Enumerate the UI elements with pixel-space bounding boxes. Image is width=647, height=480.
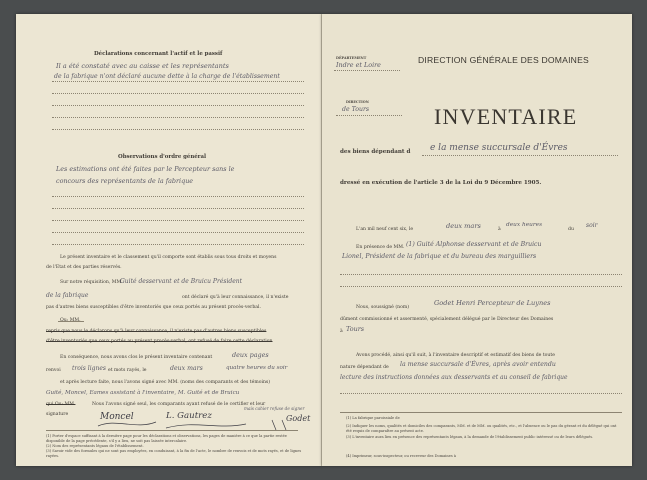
lecture-handwriting: Guité, Moncel, Eames assistant à l'inventaire, M. Guité et de Bruicu xyxy=(46,390,240,396)
biens-handwriting: e la mense succursale d'Évres xyxy=(430,143,568,153)
dotted-line xyxy=(52,232,304,233)
presence-text: En présence de MM. xyxy=(356,245,405,250)
footnote-rule xyxy=(340,412,622,413)
declarations-heading: Déclarations concernant l'actif et le passif xyxy=(94,51,223,57)
presence-handwriting-2: Lionel, Président de la fabrique et du bureau des marguilliers xyxy=(342,253,537,260)
presence-handwriting: (1) Guité Alphonse desservant et de Bruicu xyxy=(406,241,542,248)
nous-handwriting: Godet Henri Percepteur de Luynes xyxy=(434,299,551,307)
footnote-2: (2) Nom des représentants légaux de l'établissement. xyxy=(46,444,144,448)
closing-paragraph: En conséquence, nous avons clos le présent inventaire contenant xyxy=(60,355,213,360)
requisition-handwriting-2: de la fabrique xyxy=(46,292,89,299)
department-handwriting: Indre et Loire xyxy=(336,61,381,69)
observations-heading: Observations d'ordre général xyxy=(118,154,207,160)
reservation-paragraph-2: de l'Etat et des parties réservés. xyxy=(46,265,122,270)
signature-3: Godet xyxy=(286,414,311,423)
nature-handwriting-2: lecture des instructions données aux desservants et au conseil de fabrique xyxy=(340,374,568,381)
biens-label: des biens dépendant d xyxy=(340,149,411,155)
observations-handwriting-2: concours des représentants de la fabrique xyxy=(56,177,194,185)
or-mm-label: Ou: MM. xyxy=(60,318,81,323)
renvoi-handwriting: trois lignes xyxy=(72,365,106,372)
nous-text: Nous, soussigné (nom) xyxy=(356,305,410,310)
nature-handwriting: la mense succursale d'Évres, après avoir entendu xyxy=(400,361,556,368)
dotted-line xyxy=(334,70,400,71)
requisition-text: ont déclaré qu'à leur connaissance, il n'existe xyxy=(182,295,289,300)
right-page xyxy=(322,14,632,466)
footnote-1: (1) Porter d'espace suffisant à la dernière page pour les déclarations et observations, les pages de manière à ce que la partie restée disponible de la page précédente, s'il y a lieu, ne soit pas laissée intercalaire. xyxy=(46,434,287,443)
dument-text: dûment commissionné et assermenté, spécialement délégué par le Directeur des Domaines xyxy=(340,317,554,322)
footnote-rule xyxy=(46,430,298,431)
renvoi-time-handwriting: quatre heures du soir xyxy=(226,365,288,371)
declarations-handwriting-2: de la fabrique n'ont déclaré aucune dette à la charge de l'établissement xyxy=(54,73,280,80)
closing-handwriting: deux pages xyxy=(232,351,269,359)
an-handwriting-2: deux heures xyxy=(506,222,543,228)
footnote-4: (4) Imprimeur, sous-inspecteur, ou receveur des Domaines à xyxy=(346,454,456,458)
an-text: L'an mil neuf cent six, le xyxy=(356,227,414,232)
dotted-line xyxy=(340,274,622,275)
document-title: INVENTAIRE xyxy=(434,104,578,129)
nature-text: nature dépendant de xyxy=(340,365,389,370)
dotted-line xyxy=(52,81,304,82)
lecture-text: et après lecture faite, nous l'avons signé avec MM. (noms des comparants et des témoins) xyxy=(60,380,271,385)
dotted-line xyxy=(52,129,304,130)
renvoi-date-handwriting: deux mars xyxy=(170,365,203,372)
an-text-2: à xyxy=(498,227,501,232)
direction-label: DIRECTION xyxy=(346,100,369,104)
signature-1: Moncel xyxy=(100,412,134,422)
signature-label: signature xyxy=(46,412,69,417)
refus-label: qui Ou: MM. xyxy=(46,402,76,407)
left-page xyxy=(16,14,322,466)
footnote-1: (1) La fabrique paroissiale de xyxy=(346,416,400,420)
dotted-line xyxy=(52,208,304,209)
dotted-line xyxy=(336,115,402,116)
an-handwriting-3: soir xyxy=(586,222,598,229)
reservation-paragraph-1: Le présent inventaire et le classement qu'il comporte sont établis sous tous droits et moyens xyxy=(60,255,277,260)
observations-handwriting-1: Les estimations ont été faites par le Percepteur sans le xyxy=(56,165,235,173)
department-label: DÉPARTEMENT xyxy=(336,56,367,60)
dotted-line xyxy=(52,196,304,197)
footnote-3: (3) L'inventaire aura lieu en présence des représentants légaux, à la demande de l'établissement public intéressé ou de leurs délégués. xyxy=(346,435,594,439)
renvoi-label: renvoi xyxy=(46,368,61,373)
dotted-line xyxy=(52,93,304,94)
requisition-handwriting: Guité desservant et de Bruicu Président xyxy=(120,278,243,285)
a-text: à xyxy=(340,329,343,334)
dotted-line xyxy=(422,155,618,156)
top-heading: DIRECTION GÉNÉRALE DES DOMAINES xyxy=(418,55,589,65)
footnote-3: (3) Savoir vide des formules qui ne sont pas employées, en conduisant, à la fin de l'acte, le nombre de renvois et de mots rayés, et de lignes rayées. xyxy=(46,449,302,458)
signature-note: mais cahier refuse de signer xyxy=(244,406,305,411)
refus-text: Nous l'avons signé seul, les comparants ayant refusé de le certifier et leur xyxy=(92,402,266,407)
signature-2: L. Gautrez xyxy=(166,411,212,421)
struck-line-2: d'être inventoriés que ceux portés au présent procès-verbal, ont refusé de faire cette déclaration xyxy=(46,339,273,344)
declarations-handwriting-1: Il a été constaté avec au caisse et les représentants xyxy=(56,62,229,70)
strike-rule xyxy=(58,321,84,322)
an-handwriting: deux mars xyxy=(446,222,481,230)
drafted-line: dressé en exécution de l'article 3 de la Loi du 9 Décembre 1905. xyxy=(340,180,542,186)
dotted-line xyxy=(340,393,622,394)
requisition-label: Sur notre réquisition, MM. xyxy=(60,280,123,285)
dotted-line xyxy=(52,117,304,118)
avons-text: Avons procédé, ainsi qu'il suit, à l'inventaire descriptif et estimatif des biens de toute xyxy=(356,353,555,358)
a-handwriting: Tours xyxy=(346,325,365,333)
dotted-line xyxy=(52,244,304,245)
direction-handwriting: de Tours xyxy=(342,106,370,113)
renvoi-text: et mots rayés, le xyxy=(108,368,147,373)
dotted-line xyxy=(52,220,304,221)
footnote-2: (2) Indiquer les noms, qualités et domiciles des comparants, MM. et de MM. ou qualités, etc., et l'absence ou le pas du gérant et du délégué qui ont été requis de comparaître au présent acte. xyxy=(346,424,617,433)
dotted-line xyxy=(340,286,622,287)
dotted-line xyxy=(52,105,304,106)
an-text-3: du xyxy=(568,227,574,232)
requisition-text-2: pas d'autres biens susceptibles d'être inventoriés que ceux portés au présent procès-verbal. xyxy=(46,305,261,310)
struck-line-1: repris que nous le déclarons qu'à leur connaissance, il n'existe pas d'autres biens susceptibles xyxy=(46,329,267,334)
